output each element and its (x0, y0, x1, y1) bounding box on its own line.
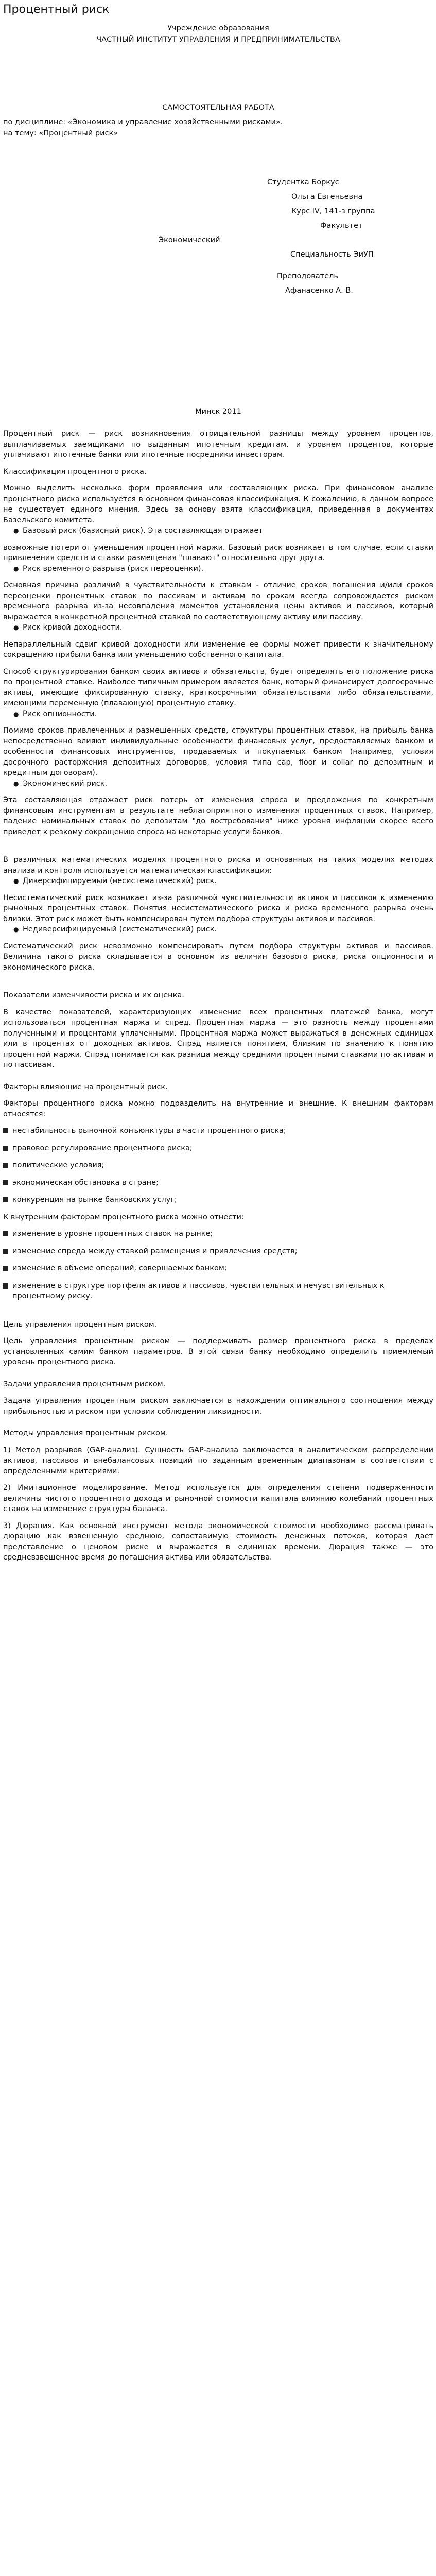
paragraph-method-gap: 1) Метод разрывов (GAP-анализ). Сущность GAP-анализа заключается в аналитическом распределении активов, пассивов и внебалансовых позиций по заданным временным диапазонам в соответствии с определенными критериями. (3, 1446, 433, 1476)
square-bullet-icon (3, 1197, 8, 1202)
list-item-text: конкуренция на рынке банковских услуг; (12, 1196, 177, 1204)
paragraph-systematic: Систематический риск невозможно компенсировать путем подбора структуры активов и пассивов. Величина такого риска складывается в основном из величин базового риска, риска опционности и экономического риска. (3, 942, 433, 972)
list-item-text: политические условия; (12, 1161, 104, 1170)
list-item-text: изменение спреда между ставкой размещения и привлечения средств; (12, 1247, 298, 1256)
list-item-text: Недиверсифицируемый (систематический) риск. (23, 925, 217, 934)
list-item (3, 1229, 433, 1240)
paragraph-method-duration: 3) Дюрация. Как основной инструмент метода экономической стоимости необходимо рассматривать дюрацию как взвешенную среднюю, сопоставимую стоимость денежных потоков, которая дает представление о ценовом риске и выражается в единицах времени. Дюрация также — это средневзвешенное время до погашения актива или обязательства. (3, 1521, 433, 1562)
list-item (3, 1143, 433, 1155)
paragraph-factors: Факторы процентного риска можно подразделить на внутренние и внешние. К внешним факторам относятся: (3, 1099, 433, 1118)
student-name: Ольга Евгеньевна (291, 193, 363, 201)
list-item (3, 876, 433, 887)
list-item-text: Риск кривой доходности. (23, 623, 123, 632)
list-item-text: экономическая обстановка в стране; (12, 1178, 159, 1187)
list-item-text: Риск временного разрыва (риск переоценки). (23, 564, 204, 573)
paragraph-reprice: Основная причина различий в чувствительности к ставкам - отличие сроков погашения и/или сроков переоценки процентных ставок по пассивам и активам по срокам всегда сопровождается риском временного разрыва из-за несовпадения моментов установления цены активов и пассивов, который выражается в конкретной процентной ставкой по соответствующему активу или пассиву. (3, 581, 433, 621)
bullet-icon: ● (13, 779, 19, 787)
bullet-icon: ● (13, 926, 19, 933)
list-item-text: правовое регулирование процентного риска; (12, 1144, 193, 1153)
external-factors-list (3, 1126, 433, 1206)
heading-indicators: Показатели изменчивости риска и их оценка. (3, 991, 184, 999)
faculty-label: Факультет (320, 222, 363, 230)
page-title: Процентный риск (3, 3, 110, 16)
bullet-icon: ● (13, 710, 19, 718)
heading-tasks: Задачи управления процентным риском. (3, 1380, 166, 1388)
topic-label: на тему: «Процентный риск» (3, 129, 118, 138)
list-item (3, 924, 433, 935)
square-bullet-icon (3, 1146, 8, 1151)
list-item-text: изменение в уровне процентных ставок на рынке; (12, 1230, 213, 1238)
list-item (3, 1246, 433, 1258)
course-label: Курс IV, 141-з группа (291, 207, 375, 215)
list-item-text: Базовый риск (базисный риск). Эта составляющая отражает (23, 527, 263, 535)
paragraph-classification: Можно выделить несколько форм проявления или составляющих риска. При финансовом анализе процентного риска используется в основном финансовая классификация. К сожалению, в данном вопросе не существует единого мнения. Здесь за основу взята классификация, приведенная в документах Базельского комитета. (3, 484, 433, 524)
student-label: Студентка Боркус (267, 178, 339, 187)
list-item-text: Экономический риск. (23, 779, 108, 788)
internal-factors-list (3, 1229, 433, 1302)
square-bullet-icon (3, 1180, 8, 1185)
paragraph-structure: Способ структурирования банком своих активов и обязательств, будет определять его положение риска по процентной ставке. Наиболее типичным примером является банк, который финансирует долгосрочные активы, имеющие фиксированную ставку, краткосрочными обязательствами либо обязательствами, имеющими переменную (плавающую) процентную ставку. (3, 667, 433, 707)
institute-name: ЧАСТНЫЙ ИНСТИТУТ УПРАВЛЕНИЯ И ПРЕДПРИНИМАТЕЛЬСТВА (96, 36, 340, 44)
discipline-label: по дисциплине: «Экономика и управление хозяйственными рисками». (3, 118, 283, 126)
document-page (3, 2, 433, 1563)
square-bullet-icon (3, 1128, 8, 1133)
list-item (3, 622, 433, 633)
list-item (3, 1126, 433, 1137)
square-bullet-icon (3, 1266, 8, 1271)
bullet-icon: ● (13, 527, 19, 534)
bullet-icon: ● (13, 624, 19, 631)
paragraph-curve: Непараллельный сдвиг кривой доходности или изменение ее формы может привести к значительному сокращению прибыли банка или уменьшению собственного капитала. (3, 640, 433, 659)
paragraph-goal: Цель управления процентным риском — поддерживать размер процентного риска в пределах установленных самим банком параметров. В этой связи банку необходимо определить приемлемый уровень процентного риска. (3, 1337, 433, 1366)
bullet-icon: ● (13, 877, 19, 885)
heading-methods: Методы управления процентным риском. (3, 1429, 168, 1437)
paragraph-option: Помимо сроков привлеченных и размещенных средств, структуры процентных ставок, на прибыль банка непосредственно влияют индивидуальные особенности финансовых услуг, предоставляемых банком и особенности финансовых инструментов, продаваемых и покупаемых банком (например, условия досрочного расторжения депозитных договоров, условия типа cap, floor и collar по депозитным и кредитным договорам). (3, 726, 433, 777)
paragraph-basis: возможные потери от уменьшения процентной маржи. Базовый риск возникает в том случае, если ставки привлечения средств и ставки размещения "плавают" относительно друг друга. (3, 543, 433, 562)
heading-goal: Цель управления процентным риском. (3, 1320, 157, 1329)
author-block (3, 175, 433, 298)
heading-factors: Факторы влияющие на процентный риск. (3, 1082, 168, 1091)
paragraph-economic: Эта составляющая отражает риск потерь от изменения спроса и предложения по конкретным финансовым инструментам в результате неблагоприятного изменения процентных ставок. Например, падение номинальных ставок по депозитам "до востребования" ниже уровня инфляции скорее всего приведет к резкому сокращению спроса на некоторые услуги банков. (3, 796, 433, 836)
paragraph-method-simulation: 2) Имитационное моделирование. Метод используется для определения степени подверженности величины чистого процентного дохода и рыночной стоимости капитала влиянию колебаний процентных ставок на изменение структуры баланса. (3, 1484, 433, 1513)
paragraph-definition: Процентный риск — риск возникновения отрицательной разницы между уровнем процентов, выплачиваемых заемщиками по выданным ипотечным кредитам, и уровнем процентов, которые уплачивают ипотечные банки или ипотечные посредники инвесторам. (3, 430, 433, 459)
specialty-label: Специальность ЭиУП (290, 250, 374, 259)
paragraph-math: В различных математических моделях процентного риска и основанных на таких моделях методах анализа и контроля используется математическая классификация: (3, 856, 433, 875)
list-item-text: нестабильность рыночной конъюнктуры в части процентного риска; (12, 1127, 286, 1135)
list-item-text: Риск опционности. (23, 709, 97, 718)
list-item (3, 1263, 433, 1275)
paragraph-tasks: Задача управления процентным риском заключается в нахождении оптимального соотношения между прибыльностью и риском при условии соблюдения ликвидности. (3, 1397, 433, 1416)
institution-label: Учреждение образования (167, 24, 269, 32)
list-item (3, 564, 433, 574)
teacher-label: Преподователь (277, 272, 338, 280)
list-item-text: изменение в объеме операций, совершаемых банком; (12, 1264, 227, 1273)
list-item (3, 1178, 433, 1189)
square-bullet-icon (3, 1283, 8, 1289)
faculty-name: Экономический (159, 236, 220, 244)
list-item (3, 526, 433, 536)
list-item-text: изменение в структуре портфеля активов и пассивов, чувствительных и нечувствительных к процентному риску. (12, 1281, 385, 1300)
paragraph-internal-factors: К внутренним факторам процентного риска можно отнести: (3, 1213, 244, 1222)
list-item (3, 1160, 433, 1172)
square-bullet-icon (3, 1231, 8, 1236)
city-year: Минск 2011 (195, 408, 241, 416)
list-item (3, 709, 433, 720)
list-item (3, 778, 433, 789)
bullet-icon: ● (13, 565, 19, 572)
square-bullet-icon (3, 1249, 8, 1254)
list-item-text: Диверсифицируемый (несистематический) риск. (23, 877, 217, 885)
heading-classification: Классификация процентного риска. (3, 467, 147, 476)
square-bullet-icon (3, 1163, 8, 1168)
list-item (3, 1195, 433, 1206)
teacher-name: Афанасенко А. В. (285, 286, 353, 295)
list-item (3, 1281, 433, 1302)
paragraph-unsystematic: Несистематический риск возникает из-за различной чувствительности активов и пассивов к изменению рыночных процентных ставок. Понятия несистематического риска и риска временного разрыва очень близки. Этот риск может быть компенсирован путем подбора структуры активов и пассивов. (3, 893, 433, 923)
paragraph-indicators: В качестве показателей, характеризующих изменение всех процентных платежей банка, могут использоваться процентная маржа и спред. Процентная маржа — это разность между процентами полученными и процентами уплаченными. Процентная маржа может выражаться в денежных единицах или в процентах от доходных активов. Спрэд является понятием, близким по значению к понятию процентной маржи. Спрэд понимается как разница между средними процентными ставками по активам и по пассивам. (3, 1008, 433, 1069)
work-type-label: САМОСТОЯТЕЛЬНАЯ РАБОТА (162, 104, 274, 112)
